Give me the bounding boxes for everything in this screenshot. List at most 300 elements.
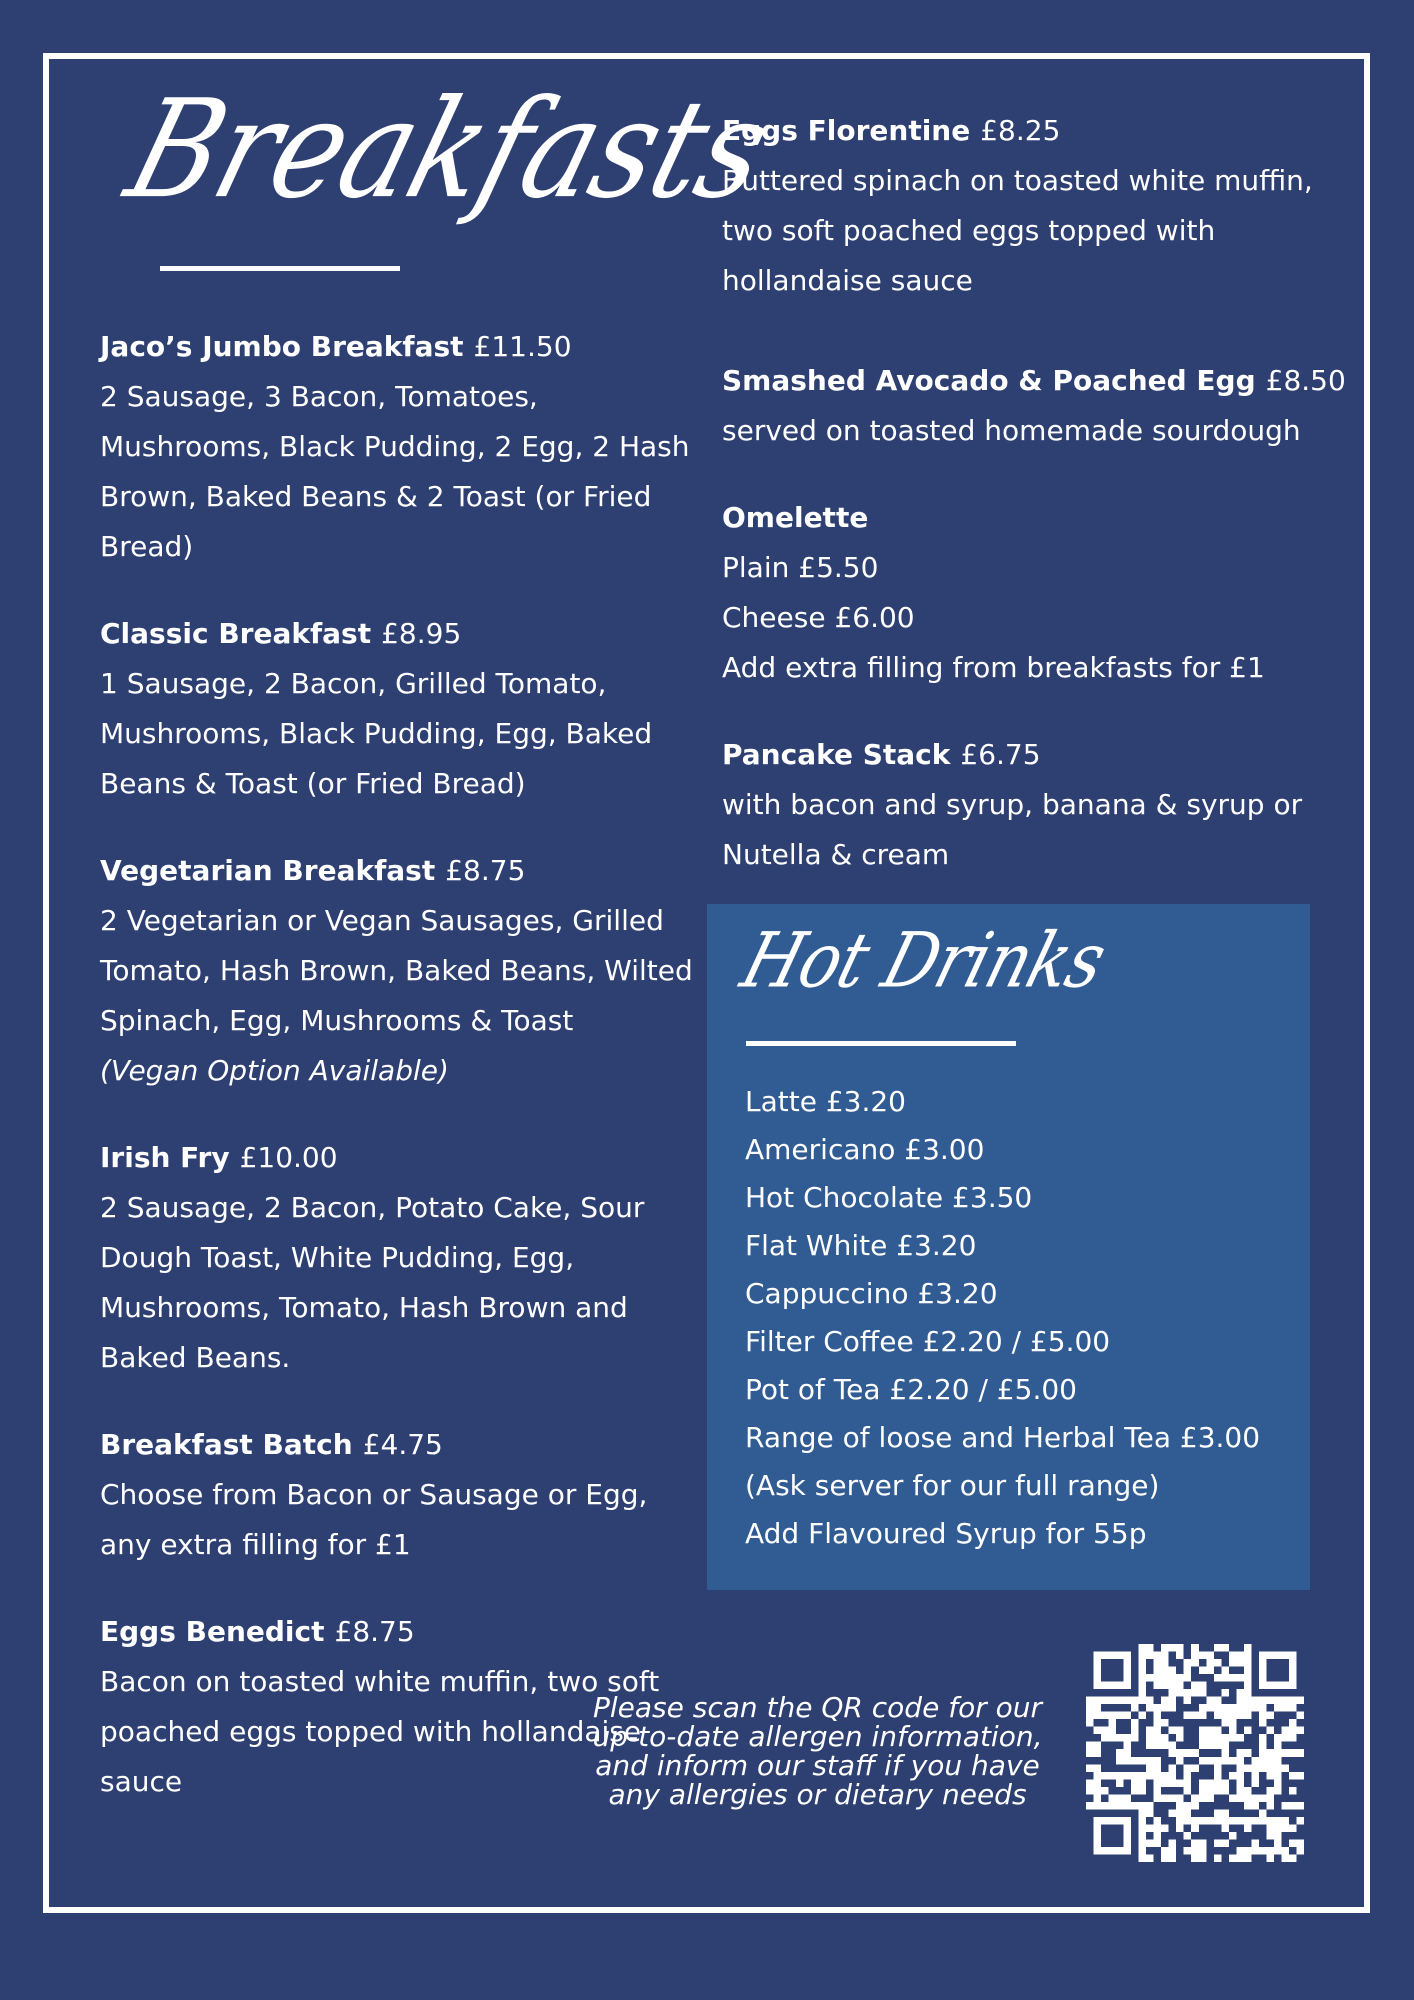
qr-module [1296,1719,1304,1727]
qr-module [1161,1689,1169,1697]
qr-module [1184,1839,1192,1847]
menu-item [100,1133,700,1383]
qr-module [1094,1854,1102,1862]
qr-module [1154,1847,1162,1855]
qr-module [1131,1682,1139,1690]
qr-module [1124,1787,1132,1795]
qr-module [1229,1779,1237,1787]
qr-module [1221,1727,1229,1735]
qr-module [1259,1689,1267,1697]
item-name: Eggs Benedict [100,1615,325,1648]
item-name: Breakfast Batch [100,1428,353,1461]
qr-module [1229,1824,1237,1832]
qr-module [1086,1772,1094,1780]
qr-module [1161,1839,1169,1847]
qr-module [1199,1674,1207,1682]
qr-module [1251,1742,1259,1750]
item-description: 1 Sausage, 2 Bacon, Grilled Tomato, Mushrooms, Black Pudding, Egg, Baked Beans & Toast (or Fried Bread) [100,667,653,800]
qr-module [1101,1644,1109,1652]
qr-module [1184,1719,1192,1727]
qr-module [1086,1839,1094,1847]
qr-module [1259,1832,1267,1840]
qr-module [1281,1674,1289,1682]
drink-item: Filter Coffee £2.20 / £5.00 [745,1325,1111,1358]
qr-module [1229,1787,1237,1795]
qr-module [1109,1674,1117,1682]
qr-module [1109,1787,1117,1795]
qr-module [1094,1644,1102,1652]
qr-module [1146,1667,1154,1675]
qr-module [1146,1847,1154,1855]
qr-module [1244,1719,1252,1727]
menu-item [100,846,700,1096]
qr-module [1206,1839,1214,1847]
qr-module [1176,1847,1184,1855]
qr-module [1116,1832,1124,1840]
qr-module [1229,1839,1237,1847]
qr-module [1274,1794,1282,1802]
qr-module [1116,1644,1124,1652]
qr-module [1289,1689,1297,1697]
qr-module [1139,1734,1147,1742]
qr-module [1101,1689,1109,1697]
qr-module [1109,1742,1117,1750]
item-price: £8.50 [1265,364,1346,397]
qr-module [1109,1667,1117,1675]
qr-module [1266,1719,1274,1727]
qr-module [1296,1764,1304,1772]
qr-module [1281,1809,1289,1817]
qr-module [1184,1727,1192,1735]
qr-module [1281,1712,1289,1720]
qr-module [1161,1712,1169,1720]
qr-module [1146,1779,1154,1787]
qr-module [1176,1787,1184,1795]
qr-module [1236,1809,1244,1817]
qr-module [1139,1794,1147,1802]
menu-item [100,1420,700,1570]
qr-module [1101,1779,1109,1787]
qr-module [1131,1847,1139,1855]
item-description: Choose from Bacon or Sausage or Egg, any extra filling for £1 [100,1478,648,1561]
right-menu-column [722,106,1346,917]
qr-module [1296,1794,1304,1802]
qr-module [1191,1667,1199,1675]
qr-module [1086,1667,1094,1675]
item-price: £4.75 [362,1428,443,1461]
qr-module [1124,1719,1132,1727]
qr-module [1191,1727,1199,1735]
qr-module [1214,1802,1222,1810]
qr-module [1251,1787,1259,1795]
qr-module [1116,1824,1124,1832]
drink-item: Add Flavoured Syrup for 55p [745,1517,1147,1550]
qr-module [1206,1854,1214,1862]
drink-item: Pot of Tea £2.20 / £5.00 [745,1373,1077,1406]
qr-module [1101,1854,1109,1862]
qr-module [1274,1802,1282,1810]
qr-module [1281,1787,1289,1795]
qr-module [1229,1644,1237,1652]
qr-module [1169,1757,1177,1765]
qr-module [1169,1817,1177,1825]
qr-module [1124,1764,1132,1772]
qr-module [1131,1794,1139,1802]
item-description: with bacon and syrup, banana & syrup or Nutella & cream [722,788,1303,871]
qr-module [1251,1652,1259,1660]
item-price: £8.95 [381,617,462,650]
qr-module [1281,1742,1289,1750]
qr-module [1191,1674,1199,1682]
qr-module [1296,1734,1304,1742]
qr-module [1094,1689,1102,1697]
qr-module [1229,1742,1237,1750]
qr-module [1206,1712,1214,1720]
qr-module [1116,1719,1124,1727]
qr-module [1251,1719,1259,1727]
hot-drinks-underline [746,1041,1016,1046]
qr-module [1221,1652,1229,1660]
qr-module [1296,1742,1304,1750]
qr-module [1274,1727,1282,1735]
qr-module [1139,1742,1147,1750]
qr-module [1116,1764,1124,1772]
qr-module [1131,1832,1139,1840]
qr-module [1214,1719,1222,1727]
qr-module [1176,1854,1184,1862]
qr-module [1274,1689,1282,1697]
qr-module [1214,1847,1222,1855]
qr-module [1199,1802,1207,1810]
qr-module [1131,1652,1139,1660]
qr-module [1191,1742,1199,1750]
qr-module [1184,1742,1192,1750]
qr-module [1199,1824,1207,1832]
qr-module [1229,1749,1237,1757]
qr-module [1251,1727,1259,1735]
qr-module [1259,1802,1267,1810]
qr-module [1289,1644,1297,1652]
qr-module [1131,1659,1139,1667]
qr-module [1184,1734,1192,1742]
qr-module [1161,1817,1169,1825]
item-description: 2 Vegetarian or Vegan Sausages, Grilled Tomato, Hash Brown, Baked Beans, Wilted Spinach, Egg, Mushrooms & Toast [100,904,693,1037]
qr-module [1221,1832,1229,1840]
qr-module [1296,1832,1304,1840]
menu-item [100,322,700,572]
qr-module [1296,1674,1304,1682]
hot-drinks-title: Hot Drinks [732,916,1115,1005]
qr-module [1251,1854,1259,1862]
qr-module [1221,1794,1229,1802]
qr-module [1139,1704,1147,1712]
qr-module [1086,1817,1094,1825]
qr-module [1259,1824,1267,1832]
qr-module [1296,1809,1304,1817]
menu-item [722,356,1346,456]
menu-item [722,106,1322,306]
qr-module [1274,1712,1282,1720]
qr-module [1296,1757,1304,1765]
qr-module [1191,1772,1199,1780]
qr-module [1086,1652,1094,1660]
qr-module [1191,1832,1199,1840]
qr-module [1251,1809,1259,1817]
qr-module [1086,1644,1094,1652]
qr-module [1206,1719,1214,1727]
qr-module [1131,1712,1139,1720]
qr-module [1296,1854,1304,1862]
qr-module [1131,1839,1139,1847]
qr-module [1176,1839,1184,1847]
item-description: Plain £5.50 Cheese £6.00 Add extra filling from breakfasts for £1 [722,551,1265,684]
qr-module [1146,1712,1154,1720]
qr-module [1274,1854,1282,1862]
drink-item: Americano £3.00 [745,1133,985,1166]
item-description: Buttered spinach on toasted white muffin, two soft poached eggs topped with hollandaise sauce [722,164,1313,297]
qr-module [1281,1667,1289,1675]
qr-module [1116,1787,1124,1795]
qr-module [1281,1839,1289,1847]
qr-module [1094,1719,1102,1727]
qr-module [1184,1644,1192,1652]
qr-module [1251,1644,1259,1652]
qr-module [1206,1764,1214,1772]
qr-module [1146,1659,1154,1667]
qr-module [1086,1734,1094,1742]
qr-module [1116,1674,1124,1682]
qr-module [1169,1824,1177,1832]
qr-module [1251,1667,1259,1675]
qr-module [1116,1704,1124,1712]
qr-module [1161,1832,1169,1840]
qr-module [1206,1802,1214,1810]
qr-module [1109,1644,1117,1652]
qr-module [1199,1697,1207,1705]
qr-module [1289,1794,1297,1802]
qr-module [1124,1779,1132,1787]
qr-module [1296,1704,1304,1712]
qr-module [1101,1742,1109,1750]
qr-module [1131,1689,1139,1697]
qr-module [1214,1832,1222,1840]
qr-module [1274,1644,1282,1652]
qr-module [1251,1734,1259,1742]
qr-module [1266,1779,1274,1787]
qr-module [1191,1757,1199,1765]
qr-module [1236,1824,1244,1832]
qr-module [1281,1659,1289,1667]
qr-module [1101,1749,1109,1757]
qr-module [1206,1674,1214,1682]
qr-module [1161,1749,1169,1757]
qr-module [1176,1772,1184,1780]
hot-drinks-list [745,1078,1305,1558]
item-description: served on toasted homemade sourdough [722,414,1301,447]
qr-module [1259,1727,1267,1735]
qr-module [1109,1659,1117,1667]
qr-module [1281,1757,1289,1765]
qr-module [1184,1704,1192,1712]
qr-module [1161,1787,1169,1795]
drink-item: Latte £3.20 [745,1085,906,1118]
qr-module [1281,1779,1289,1787]
item-name: Jaco’s Jumbo Breakfast [100,330,464,363]
qr-module [1221,1697,1229,1705]
qr-module [1116,1854,1124,1862]
qr-module [1251,1824,1259,1832]
qr-module [1184,1854,1192,1862]
qr-module [1176,1719,1184,1727]
item-description: 2 Sausage, 2 Bacon, Potato Cake, Sour Dough Toast, White Pudding, Egg, Mushrooms, Tomato, Hash Brown and Baked Beans. [100,1191,645,1374]
item-name: Omelette [722,501,869,534]
qr-module [1199,1644,1207,1652]
qr-module [1214,1667,1222,1675]
qr-module [1169,1659,1177,1667]
qr-module [1131,1644,1139,1652]
qr-module [1206,1832,1214,1840]
qr-module [1161,1809,1169,1817]
qr-module [1281,1689,1289,1697]
qr-module [1259,1787,1267,1795]
qr-module [1109,1704,1117,1712]
qr-module [1289,1757,1297,1765]
qr-module [1124,1689,1132,1697]
qr-module [1154,1802,1162,1810]
qr-module [1206,1847,1214,1855]
qr-code-icon[interactable] [1086,1644,1304,1862]
qr-module [1094,1757,1102,1765]
qr-module [1169,1802,1177,1810]
qr-module [1251,1689,1259,1697]
qr-module [1101,1824,1109,1832]
qr-module [1236,1742,1244,1750]
qr-module [1086,1674,1094,1682]
qr-module [1199,1772,1207,1780]
qr-module [1109,1824,1117,1832]
drink-item: Hot Chocolate £3.50 [745,1181,1033,1214]
qr-module [1229,1847,1237,1855]
qr-module [1199,1719,1207,1727]
qr-module [1101,1839,1109,1847]
qr-module [1161,1727,1169,1735]
qr-module [1086,1689,1094,1697]
qr-module [1109,1749,1117,1757]
qr-module [1101,1757,1109,1765]
qr-module [1139,1727,1147,1735]
qr-module [1266,1734,1274,1742]
qr-module [1116,1689,1124,1697]
menu-item [722,730,1322,880]
item-name: Irish Fry [100,1141,230,1174]
qr-module [1296,1824,1304,1832]
qr-module [1146,1689,1154,1697]
qr-module [1109,1839,1117,1847]
qr-module [1146,1682,1154,1690]
qr-module [1206,1689,1214,1697]
item-name: Vegetarian Breakfast [100,854,436,887]
qr-module [1259,1644,1267,1652]
qr-module [1131,1674,1139,1682]
qr-module [1086,1824,1094,1832]
qr-module [1236,1727,1244,1735]
item-price: £8.75 [445,854,526,887]
qr-module [1116,1667,1124,1675]
qr-module [1281,1719,1289,1727]
qr-module [1094,1809,1102,1817]
qr-module [1259,1839,1267,1847]
qr-module [1214,1749,1222,1757]
qr-module [1176,1697,1184,1705]
qr-module [1176,1764,1184,1772]
qr-module [1296,1787,1304,1795]
qr-module [1191,1704,1199,1712]
qr-module [1221,1854,1229,1862]
qr-module [1281,1644,1289,1652]
qr-module [1191,1734,1199,1742]
qr-module [1214,1824,1222,1832]
qr-module [1116,1742,1124,1750]
qr-module [1116,1809,1124,1817]
qr-module [1274,1667,1282,1675]
qr-module [1116,1727,1124,1735]
qr-module [1191,1809,1199,1817]
qr-module [1154,1697,1162,1705]
qr-module [1214,1682,1222,1690]
qr-module [1146,1794,1154,1802]
qr-module [1139,1749,1147,1757]
item-name: Pancake Stack [722,738,951,771]
qr-module [1101,1659,1109,1667]
qr-module [1281,1832,1289,1840]
item-name: Smashed Avocado & Poached Egg [722,364,1256,397]
qr-module [1176,1659,1184,1667]
qr-module [1236,1682,1244,1690]
qr-module [1086,1832,1094,1840]
qr-module [1086,1854,1094,1862]
qr-module [1281,1794,1289,1802]
item-description: Bacon on toasted white muffin, two soft poached eggs topped with hollandaise sauce [100,1665,660,1798]
qr-module [1116,1659,1124,1667]
qr-module [1109,1757,1117,1765]
title-underline [160,266,400,271]
qr-module [1266,1667,1274,1675]
qr-module [1191,1697,1199,1705]
qr-module [1251,1659,1259,1667]
drink-item: Range of loose and Herbal Tea £3.00 [745,1421,1261,1454]
qr-module [1184,1682,1192,1690]
qr-module [1206,1772,1214,1780]
qr-module [1086,1809,1094,1817]
qr-module [1206,1644,1214,1652]
qr-module [1101,1667,1109,1675]
item-name: Eggs Florentine [722,114,971,147]
qr-module [1289,1832,1297,1840]
qr-module [1176,1712,1184,1720]
qr-module [1131,1817,1139,1825]
qr-module [1169,1719,1177,1727]
qr-module [1221,1802,1229,1810]
qr-module [1109,1809,1117,1817]
qr-module [1176,1742,1184,1750]
qr-module [1296,1689,1304,1697]
qr-module [1206,1749,1214,1757]
qr-module [1086,1682,1094,1690]
qr-module [1101,1719,1109,1727]
allergen-notice: Please scan the QR code for our up-to-date allergen information, and inform our staff if you have any allergies or dietary needs [592,1691,1043,1811]
qr-module [1244,1742,1252,1750]
qr-module [1101,1794,1109,1802]
